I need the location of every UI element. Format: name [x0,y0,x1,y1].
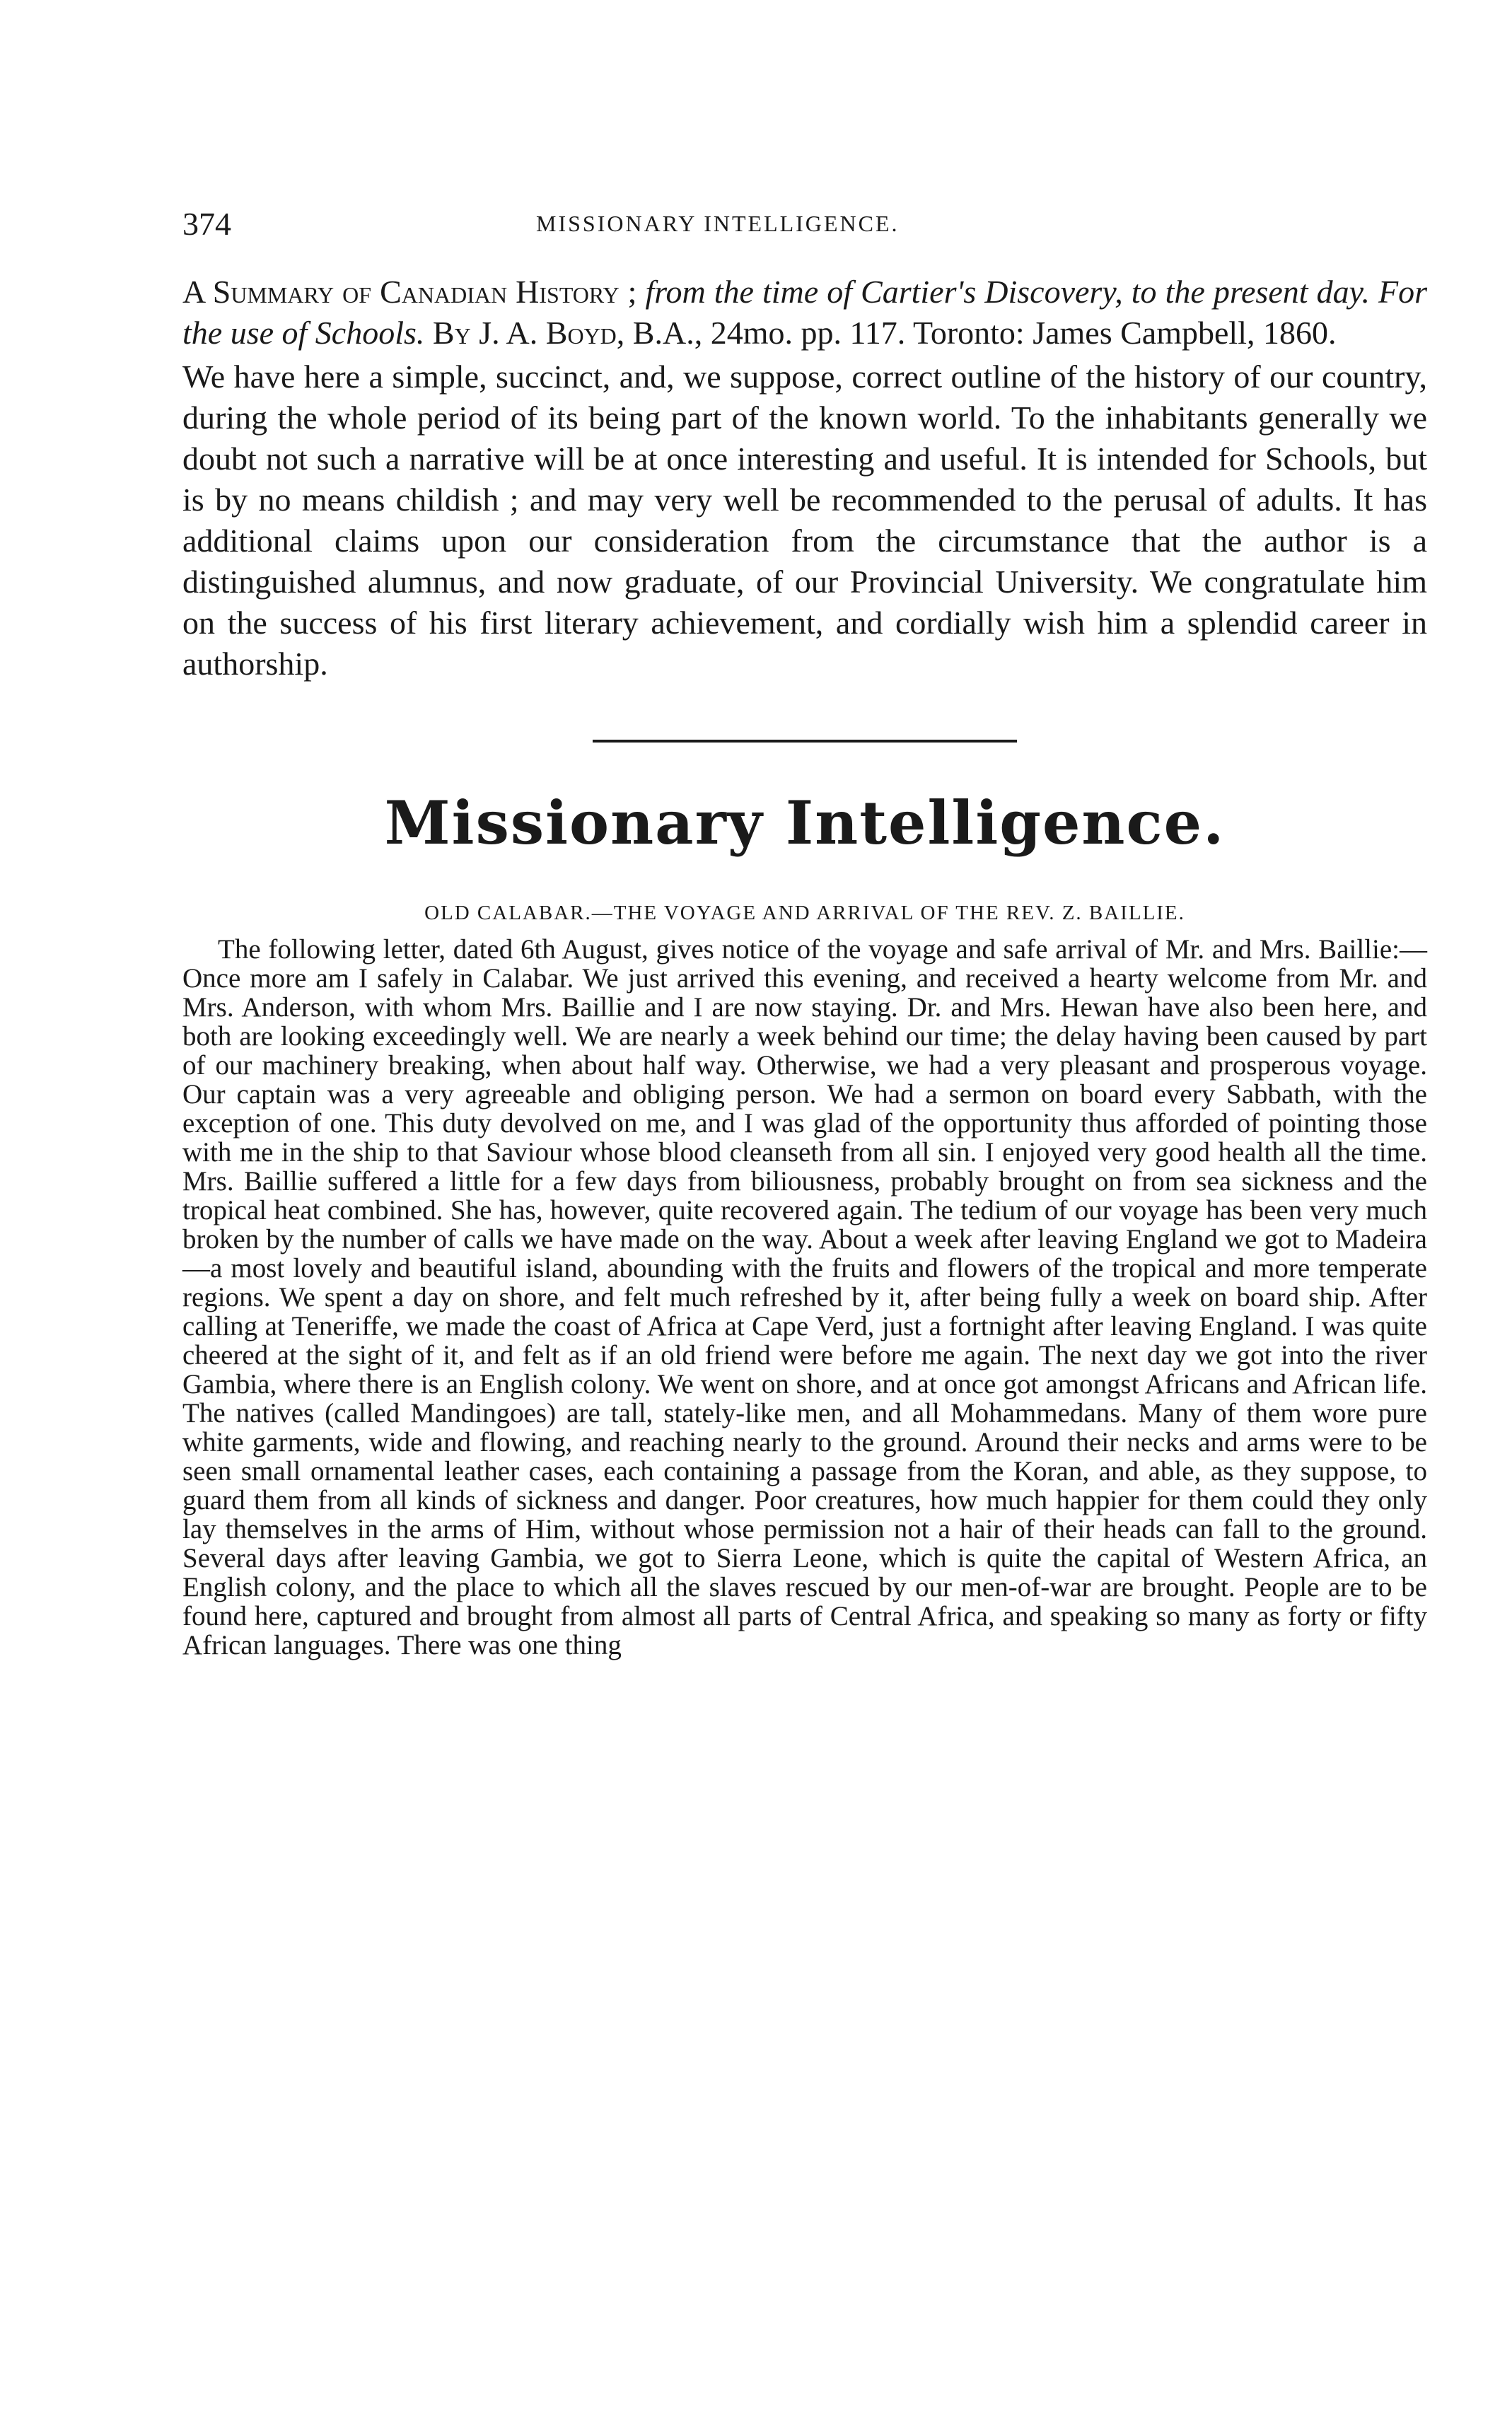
review-book-title: Summary of Canadian History [212,274,620,310]
review-title [182,272,1427,354]
article-body: The following letter, dated 6th August, gives notice of the voyage and safe arrival of Mr. and Mrs. Baillie:—Once more am I safely in Calabar. We just arrived this evening, and received a hearty welcome from Mr. and Mrs. Anderson, with whom Mrs. Baillie and I are now staying. Dr. and Mrs. Hewan have also been here, and both are looking exceedingly well. We are nearly a week behind our time; the delay having been caused by part of our machinery breaking, when about half way. Otherwise, we had a very pleasant and prosperous voyage. Our captain was a very agreeable and obliging person. We had a sermon on board every Sabbath, with the exception of one. This duty devolved on me, and I was glad of the opportunity thus afforded of pointing those with me in the ship to that Saviour whose blood cleanseth from all sin. I enjoyed very good health all the time. Mrs. Baillie suffered a little for a few days from biliousness, probably brought on from sea sickness and the tropical heat combined. She has, however, quite recovered again. The tedium of our voyage has been very much broken by the number of calls we have made on the way. About a week after leaving England we got to Madeira—a most lovely and beautiful island, abounding with the fruits and flowers of the tropical and more temperate regions. We spent a day on shore, and felt much refreshed by it, after being fully a week on board ship. After calling at Teneriffe, we made the coast of Africa at Cape Verd, just a fortnight after leaving England. I was quite cheered at the sight of it, and felt as if an old friend were before me again. The next day we got into the river Gambia, where there is an English colony. We went on shore, and at once got amongst Africans and African life. The natives (called Mandingoes) are tall, stately-like men, and all Mohammedans. Many of them wore pure white garments, wide and flowing, and reaching nearly to the ground. Around their necks and arms were to be seen small ornamental leather cases, each containing a passage from the Koran, and able, as they suppose, to guard them from all kinds of sickness and danger. Poor creatures, how much happier for them could they only lay themselves in the arms of Him, without whose permission not a hair of their heads can fall to the ground. Several days after leaving Gambia, we got to Sierra Leone, which is quite the capital of Western Africa, an English colony, and the place to which all the slaves rescued by our men-of-war are brought. People are to be found here, captured and brought from almost all parts of Central Africa, and speaking so many as forty or fifty African languages. There was one thing [182,934,1427,1660]
section-title: Missionary Intelligence. [384,788,1226,858]
review-title-prefix: A [182,274,213,310]
running-head: MISSIONARY INTELLIGENCE. [536,211,900,236]
article-subhead: OLD CALABAR.—THE VOYAGE AND ARRIVAL OF THE REV. Z. BAILLIE. [424,902,1185,924]
review-subtitle: from the time of Cartier's Discovery, to the present day. For the use of Schools. [182,274,1428,351]
page [182,205,1427,1660]
review-imprint: 24mo. pp. 117. Toronto: James Campbell, 1860. [710,315,1337,351]
page-number: 374 [182,206,231,242]
review-body: We have here a simple, succinct, and, we suppose, correct outline of the history of our country, during the whole period of its being part of the known world. To the inhabitants generally we doubt not such a narrative will be at once interesting and useful. It is intended for Schools, but is by no means childish ; and may very well be recommended to the perusal of adults. It has additional claims upon our consideration from the circumstance that the author is a distinguished alumnus, and now graduate, of our Provincial University. We congratulate him on the success of his first literary achievement, and cordially wish him a splendid career in authorship. [182,359,1427,682]
review-title-separator: ; [619,274,646,310]
section-divider [593,740,1017,743]
page-header [182,205,1427,262]
book-review [182,272,1427,685]
review-author: By J. A. Boyd, B.A., [424,315,711,351]
